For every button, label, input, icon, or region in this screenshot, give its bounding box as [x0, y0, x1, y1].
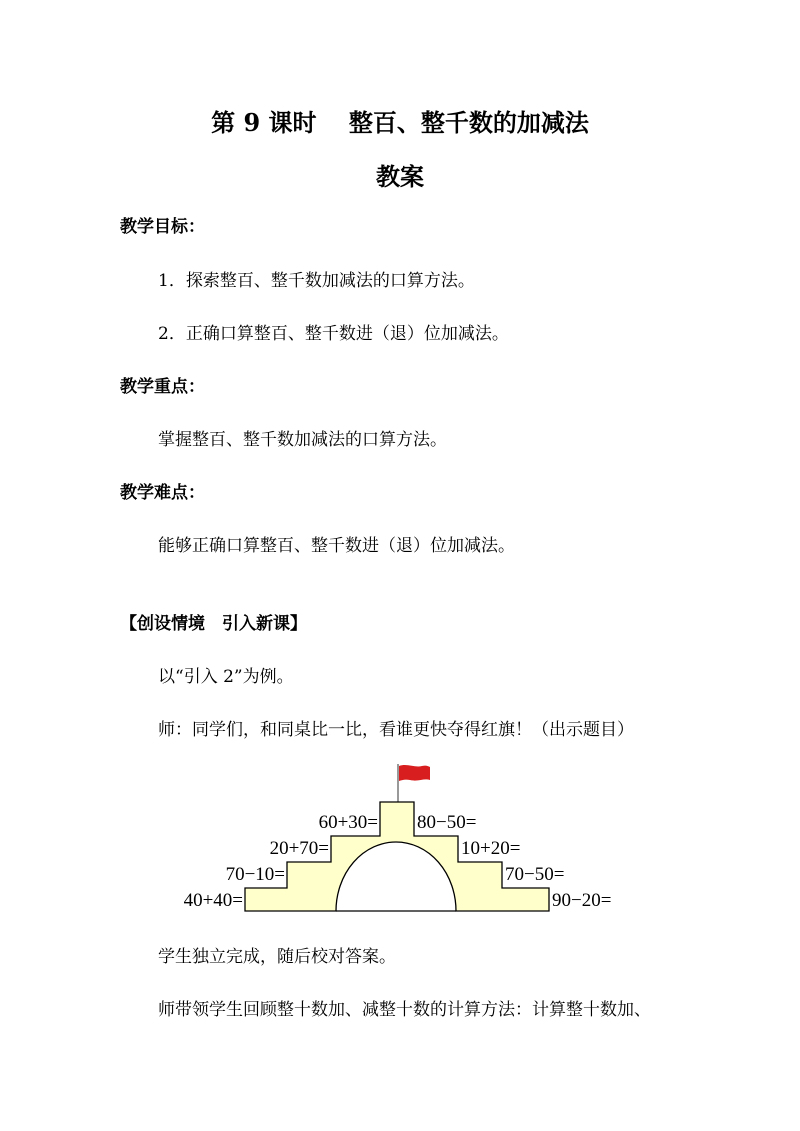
difficulty-heading: 教学难点：: [120, 483, 205, 503]
equation-base-left: 40+40=: [183, 890, 243, 911]
red-flag-icon: [399, 765, 430, 781]
review-text: 师带领学生回顾整十数加、减整十数的计算方法：计算整十数加、: [158, 1000, 651, 1020]
objective-2: 2．正确口算整百、整千数进（退）位加减法。: [158, 324, 509, 344]
section-heading: 【创设情境 引入新课】: [120, 614, 307, 634]
intro-text: 以“引入 2”为例。: [158, 667, 294, 687]
equation-base-right: 90−20=: [552, 890, 612, 911]
equation-top-left: 60+30=: [318, 812, 378, 833]
equation-step2-left: 20+70=: [269, 838, 329, 859]
document-title: 第 9 课时 整百、整千数的加减法: [211, 108, 589, 137]
student-text: 学生独立完成，随后校对答案。: [158, 947, 396, 967]
objective-1: 1．探索整百、整千数加减法的口算方法。: [158, 271, 475, 291]
teacher-text: 师：同学们，和同桌比一比，看谁更快夺得红旗！（出示题目）: [158, 720, 634, 740]
key-point-text: 掌握整百、整千数加减法的口算方法。: [158, 430, 447, 450]
difficulty-text: 能够正确口算整百、整千数进（退）位加减法。: [158, 536, 515, 556]
objectives-heading: 教学目标：: [120, 217, 205, 237]
equation-top-right: 80−50=: [417, 812, 477, 833]
key-point-heading: 教学重点：: [120, 377, 205, 397]
equation-step3-left: 70−10=: [225, 864, 285, 885]
equation-step3-right: 70−50=: [505, 864, 565, 885]
document-subtitle: 教案: [376, 162, 424, 191]
equation-step2-right: 10+20=: [461, 838, 521, 859]
staircase-figure: [160, 760, 630, 920]
